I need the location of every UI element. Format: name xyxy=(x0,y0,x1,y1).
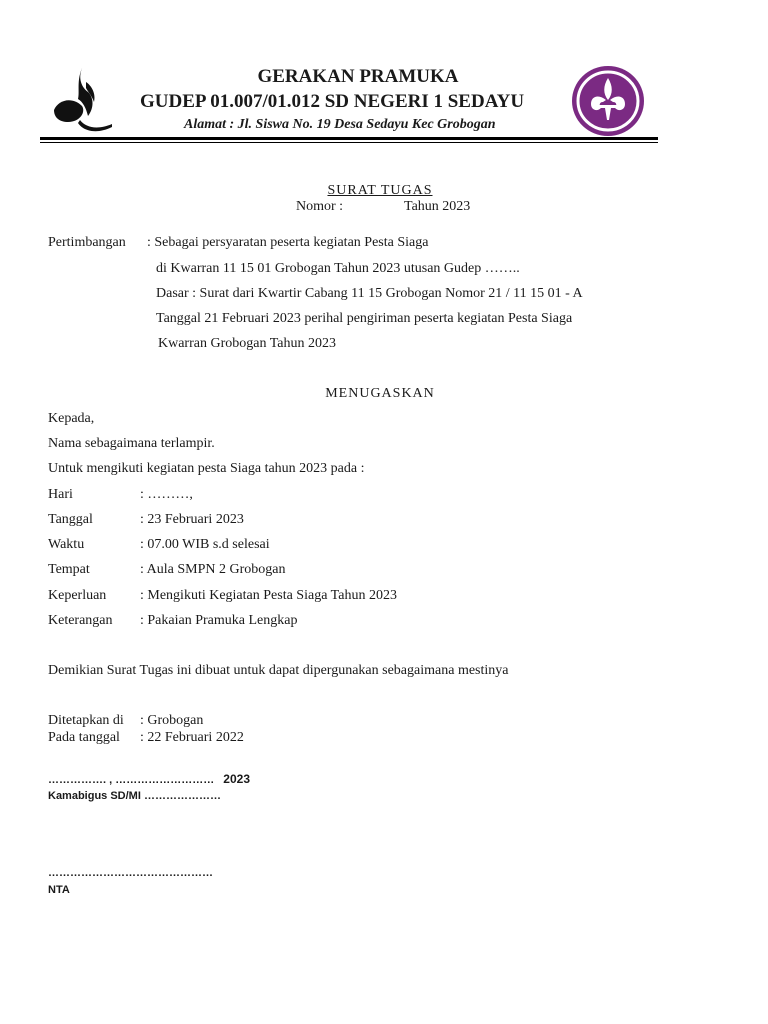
detail-label-place: Tempat xyxy=(48,562,90,577)
issued-date-label: Pada tanggal xyxy=(48,730,120,745)
signature-place-date xyxy=(48,772,250,786)
considerations-line: Tanggal 21 Februari 2023 perihal pengiriman peserta kegiatan Pesta Siaga xyxy=(156,311,573,326)
considerations-line: Dasar : Surat dari Kwartir Cabang 11 15 Grobogan Nomor 21 / 11 15 01 - A xyxy=(156,286,583,301)
signature-position: Kamabigus SD/MI ………………… xyxy=(48,790,221,802)
assignment-heading: MENUGASKAN xyxy=(325,386,435,401)
detail-label-date: Tanggal xyxy=(48,512,93,527)
recipient-names: Nama sebagaimana terlampir. xyxy=(48,436,215,451)
document-number-year: Tahun 2023 xyxy=(404,199,471,214)
detail-value-day: : ………, xyxy=(140,487,193,502)
detail-value-place: : Aula SMPN 2 Grobogan xyxy=(140,562,286,577)
signature-name-line: ……………………………………… xyxy=(48,867,213,879)
considerations-label: Pertimbangan xyxy=(48,235,126,250)
detail-value-purpose: : Mengikuti Kegiatan Pesta Siaga Tahun 2023 xyxy=(140,588,397,603)
closing-statement: Demikian Surat Tugas ini dibuat untuk dapat dipergunakan sebagaimana mestinya xyxy=(48,663,509,678)
detail-label-time: Waktu xyxy=(48,537,85,552)
signature-place-date-dots: ……………. , ……………………… xyxy=(48,774,215,786)
detail-value-time: : 07.00 WIB s.d selesai xyxy=(140,537,270,552)
organization-address: Alamat : Jl. Siswa No. 19 Desa Sedayu Kec Grobogan xyxy=(184,117,496,132)
detail-value-date: : 23 Februari 2023 xyxy=(140,512,244,527)
detail-value-notes: : Pakaian Pramuka Lengkap xyxy=(140,613,298,628)
organization-name: GERAKAN PRAMUKA xyxy=(257,66,459,87)
document-number-label: Nomor : xyxy=(296,199,344,214)
organization-unit: GUDEP 01.007/01.012 SD NEGERI 1 SEDAYU xyxy=(140,91,525,112)
considerations-line: : Sebagai persyaratan peserta kegiatan Pesta Siaga xyxy=(147,235,429,250)
detail-label-notes: Keterangan xyxy=(48,613,113,628)
considerations-line: di Kwarran 11 15 01 Grobogan Tahun 2023 utusan Gudep …….. xyxy=(156,261,520,276)
signature-nta: NTA xyxy=(48,884,70,896)
issued-date-value: : 22 Februari 2022 xyxy=(140,730,244,745)
considerations-line: Kwarran Grobogan Tahun 2023 xyxy=(158,336,336,351)
issued-place-label: Ditetapkan di xyxy=(48,713,124,728)
document-title: SURAT TUGAS xyxy=(327,183,433,198)
issued-place-value: : Grobogan xyxy=(140,713,204,728)
signature-year: 2023 xyxy=(223,772,250,786)
assignment-intro: Untuk mengikuti kegiatan pesta Siaga tahun 2023 pada : xyxy=(48,461,365,476)
detail-label-day: Hari xyxy=(48,487,73,502)
recipient-greeting: Kepada, xyxy=(48,411,95,426)
detail-label-purpose: Keperluan xyxy=(48,588,107,603)
header-rule-thick xyxy=(40,137,658,140)
scout-emblem-icon xyxy=(569,64,647,138)
header-rule-thin xyxy=(40,142,658,143)
